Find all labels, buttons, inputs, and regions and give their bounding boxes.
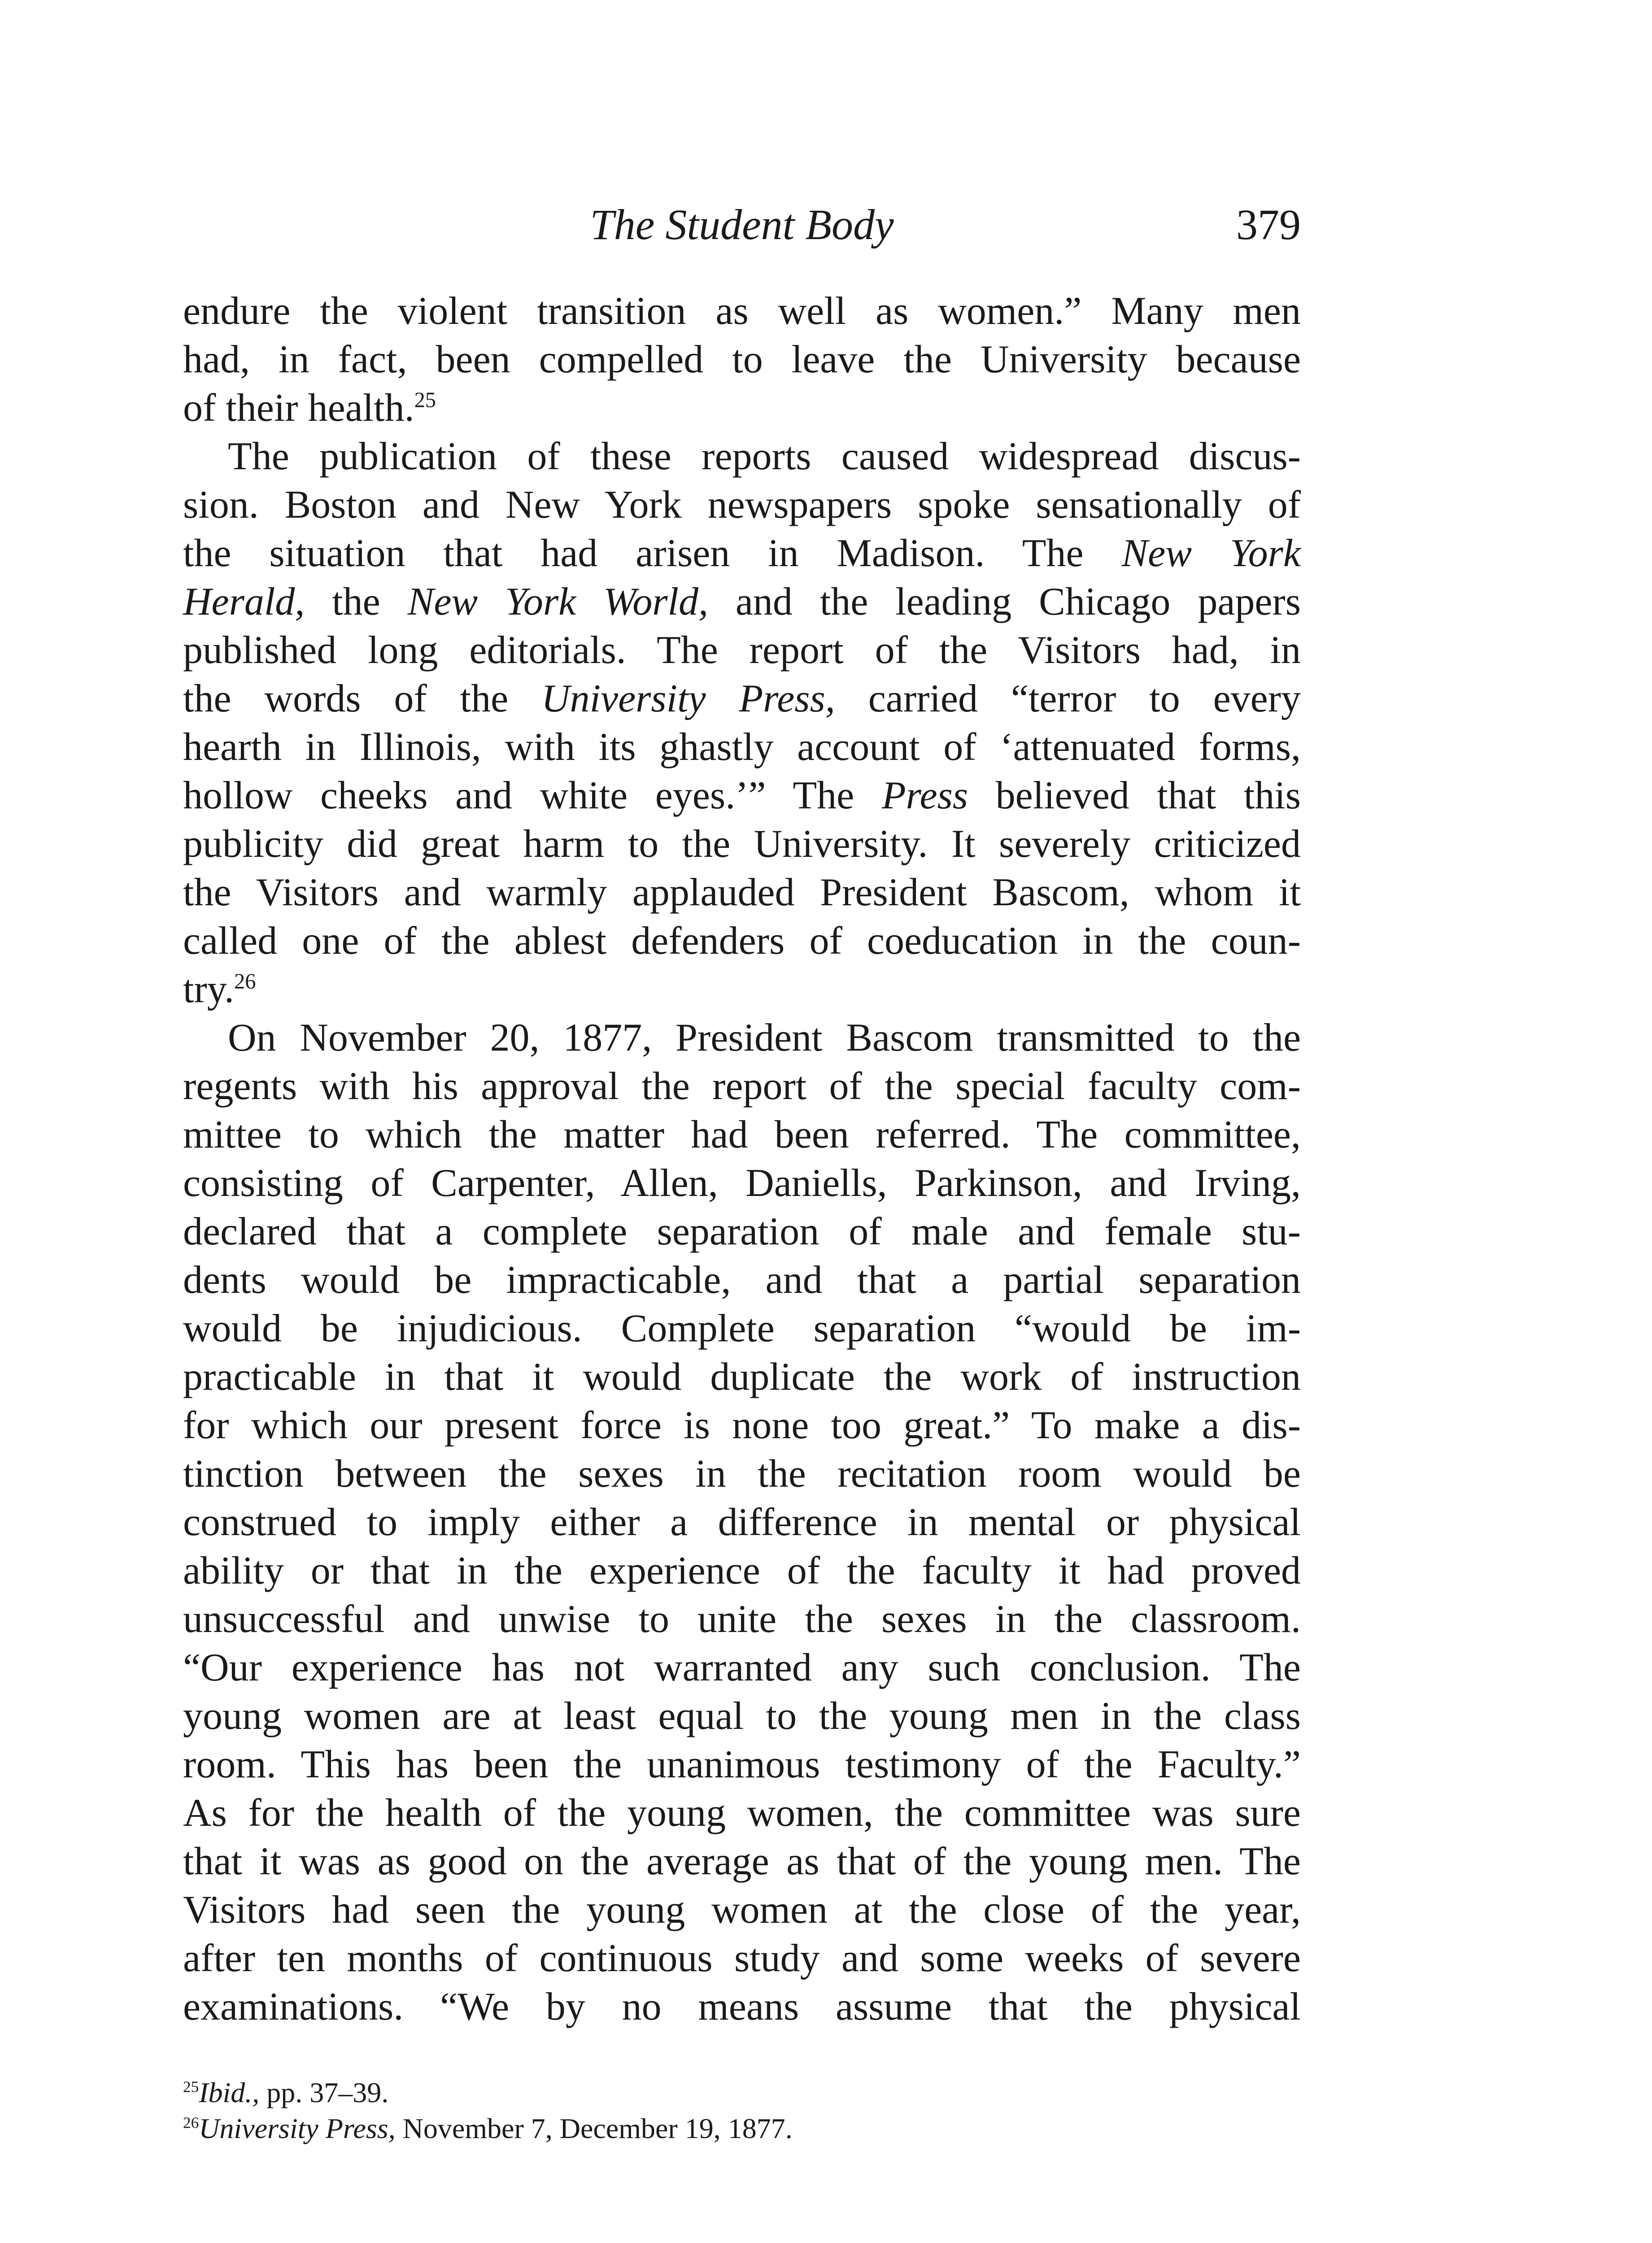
text-line: construed to imply either a difference in mental or physical — [183, 1501, 1301, 1544]
text-line: the words of the University Press, carried “terror to every — [183, 677, 1301, 720]
text-line: declared that a complete separation of male and female stu- — [183, 1210, 1301, 1253]
text-line: the Visitors and warmly applauded President Bascom, whom it — [183, 871, 1301, 914]
footnote-ref: 25 — [414, 388, 436, 412]
text-line: publicity did great harm to the University. It severely criticized — [183, 822, 1301, 866]
text-line: hollow cheeks and white eyes.’” The Press believed that this — [183, 774, 1301, 817]
text-line: the situation that had arisen in Madison. The New York — [183, 532, 1301, 575]
text-line: mittee to which the matter had been referred. The committee, — [183, 1113, 1301, 1156]
text-line: On November 20, 1877, President Bascom transmitted to the — [228, 1016, 1301, 1060]
text-line: young women are at least equal to the young men in the class — [183, 1694, 1301, 1738]
text-line: that it was as good on the average as that of the young men. The — [183, 1840, 1301, 1883]
text-line: had, in fact, been compelled to leave the University because — [183, 338, 1301, 381]
page-number: 379 — [1236, 201, 1301, 249]
text-line: unsuccessful and unwise to unite the sexes in the classroom. — [183, 1597, 1301, 1641]
text-line: room. This has been the unanimous testimony of the Faculty.” — [183, 1743, 1301, 1786]
text-line: try.$^{26}$ — [183, 968, 256, 1011]
text-line: for which our present force is none too great.” To make a dis- — [183, 1404, 1301, 1447]
text-line: practicable in that it would duplicate the work of instruction — [183, 1355, 1301, 1399]
text-line: sion. Boston and New York newspapers spoke sensationally of — [183, 483, 1301, 527]
text-line: Herald, the New York World, and the leading Chicago papers — [183, 580, 1301, 624]
text-line: examinations. “We by no means assume that the physical — [183, 1985, 1301, 2029]
footnote-26: $^{26}$University Press, November 7, December 19, 1877. — [183, 2112, 793, 2144]
text-line: endure the violent transition as well as women.” Many men — [183, 289, 1301, 333]
running-head — [183, 200, 1301, 267]
text-line: ability or that in the experience of the faculty it had proved — [183, 1549, 1301, 1593]
text-line: would be injudicious. Complete separation “would be im- — [183, 1307, 1301, 1350]
text-line: Visitors had seen the young women at the close of the year, — [183, 1888, 1301, 1932]
text-line: regents with his approval the report of the special faculty com- — [183, 1065, 1301, 1108]
text-line: after ten months of continuous study and some weeks of severe — [183, 1937, 1301, 1980]
text-line: hearth in Illinois, with its ghastly account of ‘attenuated forms, — [183, 725, 1301, 769]
footnote-25: $^{25}$Ibid., pp. 37–39. — [183, 2077, 389, 2108]
text-line: The publication of these reports caused widespread discus- — [228, 435, 1301, 478]
footnote-ref: 26 — [234, 969, 256, 994]
text-line: “Our experience has not warranted any such conclusion. The — [183, 1646, 1301, 1689]
text-line: of their health.$^{25}$ — [183, 386, 436, 430]
text-line: called one of the ablest defenders of coeducation in the coun- — [183, 919, 1301, 963]
text-line: consisting of Carpenter, Allen, Daniells, Parkinson, and Irving, — [183, 1161, 1301, 1205]
text-line: As for the health of the young women, the committee was sure — [183, 1791, 1301, 1835]
text-line: published long editorials. The report of the Visitors had, in — [183, 628, 1301, 672]
running-title: The Student Body — [590, 201, 894, 249]
text-line: tinction between the sexes in the recitation room would be — [183, 1452, 1301, 1496]
text-line: dents would be impracticable, and that a partial separation — [183, 1258, 1301, 1302]
